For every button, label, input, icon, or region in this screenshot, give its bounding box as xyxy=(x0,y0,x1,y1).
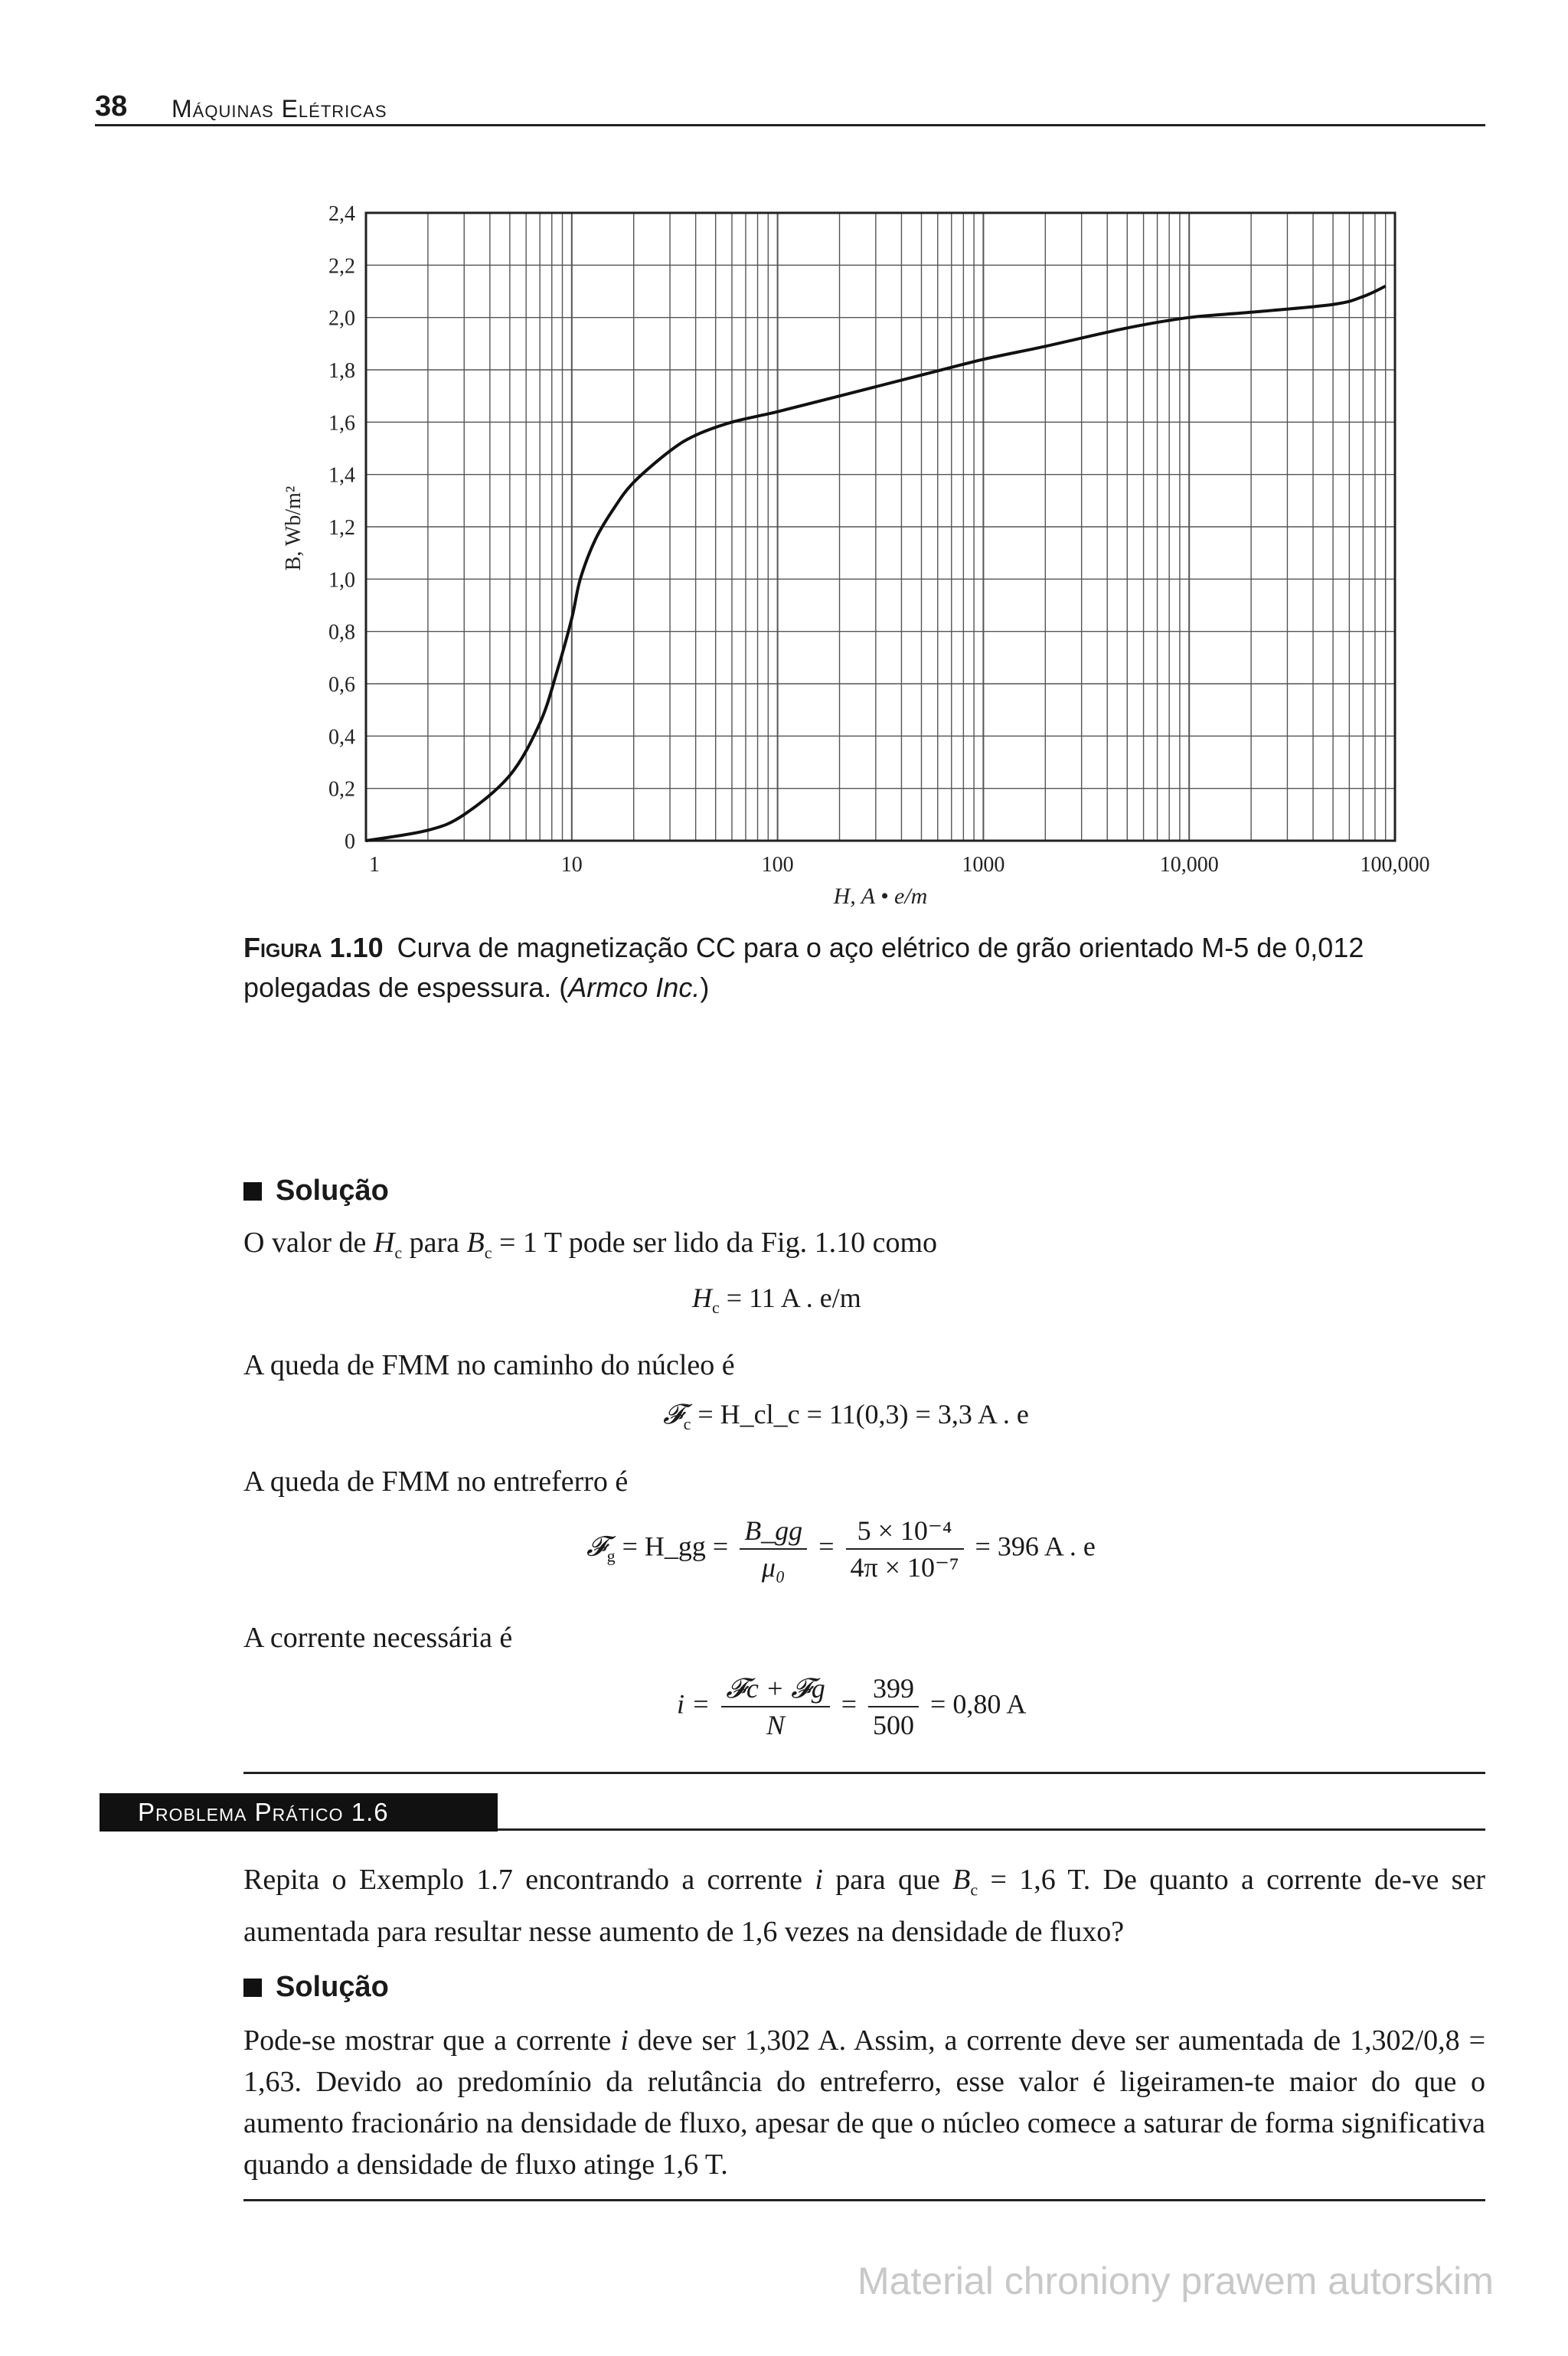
frac-num: 𝓕c + 𝓕g xyxy=(721,1671,829,1707)
sub-c: c xyxy=(683,1414,691,1434)
frac-den: 4π × 10⁻⁷ xyxy=(850,1552,959,1583)
fraction-Bg-mu0 xyxy=(740,1513,807,1585)
frac-den: N xyxy=(766,1710,786,1740)
chart-grid xyxy=(366,213,1395,841)
frac-num: B_gg xyxy=(740,1513,807,1550)
y-tick-label: 0,4 xyxy=(328,725,355,750)
equation-Fc xyxy=(663,1398,1029,1434)
y-tick-labels xyxy=(328,202,355,854)
frac-den: 500 xyxy=(873,1710,915,1740)
fraction-values xyxy=(868,1671,919,1743)
text: O valor de xyxy=(243,1227,374,1259)
practice-problem-bar: Problema Prático 1.6 xyxy=(100,1793,498,1832)
section-divider-bottom xyxy=(243,2199,1485,2201)
caption-source: Armco Inc. xyxy=(568,972,701,1003)
caption-close: ) xyxy=(700,972,710,1003)
y-tick-label: 0,2 xyxy=(328,777,355,802)
F-symbol: 𝓕 xyxy=(663,1399,684,1430)
solution-heading-1 xyxy=(243,1175,389,1207)
eq3-rhs: = 396 A . e xyxy=(975,1531,1096,1562)
solution1-line2: A queda de FMM no caminho do núcleo é xyxy=(243,1349,735,1381)
eq2-rhs: = H_cl_c = 11(0,3) = 3,3 A . e xyxy=(697,1399,1029,1430)
x-tick-labels xyxy=(369,853,1430,877)
y-tick-label: 1,8 xyxy=(328,359,355,383)
running-title: Máquinas Elétricas xyxy=(172,95,387,123)
frac-den: μ₀ xyxy=(761,1552,786,1583)
var-B: B xyxy=(466,1227,485,1259)
solution1-line1 xyxy=(243,1222,1485,1274)
sub-g: g xyxy=(606,1546,616,1566)
y-tick-label: 2,0 xyxy=(328,306,355,331)
y-tick-label: 1,0 xyxy=(328,568,355,593)
sub-c: c xyxy=(712,1298,720,1318)
y-tick-label: 2,4 xyxy=(328,202,355,226)
y-tick-label: 0,6 xyxy=(328,673,355,697)
solution1-line4: A corrente necessária é xyxy=(243,1622,513,1654)
var-H: H xyxy=(692,1283,712,1313)
equation-current xyxy=(677,1671,1026,1743)
equation-Fg xyxy=(586,1513,1096,1585)
text: para que xyxy=(822,1864,953,1896)
eq4-rhs: = 0,80 A xyxy=(930,1688,1027,1720)
F-symbol: 𝓕 xyxy=(586,1531,607,1562)
solution-heading-text: Solução xyxy=(276,1175,389,1207)
var-B: B xyxy=(952,1864,971,1896)
sub-c: c xyxy=(484,1243,492,1263)
caption-label: Figura 1.10 xyxy=(243,932,384,963)
x-tick-label: 100,000 xyxy=(1360,853,1430,877)
solution-heading-text: Solução xyxy=(276,1971,389,2003)
frac-num: 399 xyxy=(868,1671,919,1707)
x-tick-label: 100 xyxy=(761,853,794,877)
eq1-rhs: = 11 A . e/m xyxy=(726,1283,861,1313)
figure-caption xyxy=(243,928,1485,1008)
x-tick-label: 10 xyxy=(560,853,583,877)
text: deve ser 1,302 A. Assim, a corrente deve ser aumentada de 1,302/0,8 = 1,63. Devido ao predomínio da relutância do entreferro, esse valor é ligeiramen-te maior do que o aumento fracionário na densidade de fluxo, apesar de que o núcleo comece a saturar de forma significativa quando a densidade de fluxo atinge 1,6 T. xyxy=(243,2024,1485,2181)
watermark-text: Material chroniony prawem autorskim xyxy=(858,2260,1494,2302)
frac-num: 5 × 10⁻⁴ xyxy=(846,1513,964,1550)
caption-text: Curva de magnetização CC para o aço elétrico de grão orientado M-5 de 0,012 polegadas de espessura. ( xyxy=(243,932,1364,1003)
text: para xyxy=(402,1227,467,1259)
x-tick-label: 1 xyxy=(369,853,380,877)
y-tick-label: 1,4 xyxy=(328,463,355,488)
equals-sign: = xyxy=(818,1531,835,1562)
text: = 1,6 T. De quanto a corrente de-ve ser aumentada para resultar nesse aumento de 1,6 vezes na densidade de fluxo? xyxy=(243,1864,1485,1948)
solution1-line3: A queda de FMM no entreferro é xyxy=(243,1466,629,1498)
y-tick-label: 2,2 xyxy=(328,254,355,279)
page-number: 38 xyxy=(95,90,128,123)
sub-c: c xyxy=(970,1880,978,1900)
y-tick-label: 1,2 xyxy=(328,516,355,540)
y-tick-label: 0,8 xyxy=(328,620,355,645)
running-header xyxy=(95,86,1485,126)
equation-Hc xyxy=(692,1282,861,1318)
text: = 1 T pode ser lido da Fig. 1.10 como xyxy=(492,1227,938,1259)
eq3-mid: = H_gg = xyxy=(622,1531,729,1562)
y-axis-label: B, Wb/m² xyxy=(282,485,305,571)
solution2-text xyxy=(243,2020,1485,2185)
x-tick-label: 10,000 xyxy=(1159,853,1219,877)
var-H: H xyxy=(373,1227,395,1259)
var-i: i xyxy=(620,2024,629,2057)
text: Pode-se mostrar que a corrente xyxy=(243,2024,621,2057)
x-tick-label: 1000 xyxy=(962,853,1005,877)
text: Repita o Exemplo 1.7 encontrando a corrente xyxy=(243,1864,815,1896)
fraction-values xyxy=(846,1513,964,1585)
var-i: i xyxy=(815,1864,823,1896)
fraction-mmf-N xyxy=(721,1671,829,1743)
x-axis-label: H, A • e/m xyxy=(833,884,928,909)
equals-sign: = xyxy=(841,1688,858,1720)
y-tick-label: 0 xyxy=(345,830,355,854)
y-tick-label: 1,6 xyxy=(328,411,355,436)
sub-c: c xyxy=(394,1243,403,1263)
practice-problem-text xyxy=(243,1859,1485,1952)
square-bullet-icon xyxy=(243,1979,262,1997)
section-divider xyxy=(243,1772,1485,1774)
eq4-lhs: i = xyxy=(677,1688,710,1720)
magnetization-chart xyxy=(245,191,1470,926)
square-bullet-icon xyxy=(243,1182,262,1201)
solution-heading-2 xyxy=(243,1971,389,2004)
practice-problem-rule xyxy=(498,1828,1485,1831)
